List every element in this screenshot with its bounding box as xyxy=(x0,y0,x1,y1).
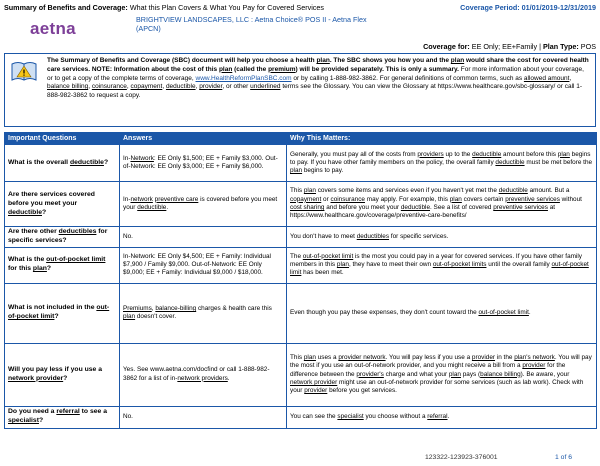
document-id: 123322-123923-376001 xyxy=(425,454,498,461)
question-cell: What is the out-of-pocket limit for this plan? xyxy=(5,247,120,283)
col-header-why: Why This Matters: xyxy=(287,133,597,145)
table-row xyxy=(5,247,597,283)
sbc-link[interactable]: www.HealthReformPlanSBC.com xyxy=(195,74,292,82)
why-cell: The out-of-pocket limit is the most you could pay in a year for covered services. If you have other family members in this plan, they have to meet their own out-of-pocket limits until the overall family out-of-pocket limit has been met. xyxy=(287,247,597,283)
table-row xyxy=(5,182,597,227)
why-cell: You can see the specialist you choose without a referral. xyxy=(287,406,597,428)
table-header-row xyxy=(5,133,597,145)
col-header-answers: Answers xyxy=(120,133,287,145)
answer-cell: No. xyxy=(120,227,287,248)
table-row xyxy=(5,145,597,182)
answer-cell: No. xyxy=(120,406,287,428)
question-cell: What is not included in the out-of-pocket limit? xyxy=(5,283,120,343)
glossary-term: allowed amount xyxy=(523,74,570,82)
table-row xyxy=(5,283,597,343)
answer-cell: Yes. See www.aetna.com/docfind or call 1-888-982-3862 for a list of in-network providers. xyxy=(120,343,287,406)
questions-table xyxy=(4,132,597,429)
why-cell: You don't have to meet deductibles for specific services. xyxy=(287,227,597,248)
question-cell: Will you pay less if you use a network provider? xyxy=(5,343,120,406)
table-row xyxy=(5,406,597,428)
coverage-for: Coverage for: EE Only; EE+Family | Plan Type: POS xyxy=(423,42,596,51)
coverage-period: Coverage Period: 01/01/2019-12/31/2019 xyxy=(460,3,596,12)
page-footer xyxy=(0,454,600,466)
answer-cell: Premiums, balance-billing charges & health care this plan doesn't cover. xyxy=(120,283,287,343)
question-cell: Do you need a referral to see a specialist? xyxy=(5,406,120,428)
document-title: Summary of Benefits and Coverage: What this Plan Covers & What You Pay for Covered Services xyxy=(4,3,324,12)
warning-book-icon xyxy=(11,60,37,82)
why-cell: Generally, you must pay all of the costs from providers up to the deductible amount before this plan begins to pay. If you have other family members on the policy, the overall family deductible must be met before the plan begins to pay. xyxy=(287,145,597,182)
title-row xyxy=(4,3,596,13)
col-header-questions: Important Questions xyxy=(5,133,120,145)
page-number: 1 of 6 xyxy=(555,454,573,461)
aetna-logo: aetna xyxy=(30,19,76,38)
answer-cell: In-Network: EE Only $1,500; EE + Family $3,000. Out-of-Network: EE Only $3,000; EE + Family $6,000. xyxy=(120,145,287,182)
plan-header xyxy=(4,14,596,50)
answer-cell: In-network preventive care is covered before you meet your deductible. xyxy=(120,182,287,227)
question-cell: Are there other deductibles for specific services? xyxy=(5,227,120,248)
sbc-notice-box xyxy=(4,53,596,127)
why-cell: Even though you pay these expenses, they don't count toward the out-of-pocket limit. xyxy=(287,283,597,343)
answer-cell: In-Network: EE Only $4,500; EE + Family: Individual $7,900 / Family $9,000. Out-of-Network: EE Only $9,000; EE + Family: Individual $9,000 / $18,000. xyxy=(120,247,287,283)
why-cell: This plan covers some items and services even if you haven't yet met the deductible amount. But a copayment or coinsurance may apply. For example, this plan covers certain preventive services without cost sharing and before you meet your deductible. See a list of covered preventive services at https://www.healthcare.gov/coverage/preventive-care-benefits/ xyxy=(287,182,597,227)
question-cell: What is the overall deductible? xyxy=(5,145,120,182)
why-cell: This plan uses a provider network. You will pay less if you use a provider in the plan's network. You will pay the most if you use an out-of-network provider, and you might receive a bill from a provider for the difference between the provider's charge and what your plan pays (balance billing). Be aware, your network provider might use an out-of-network provider for some services (such as lab work). Check with your provider before you get services. xyxy=(287,343,597,406)
notice-text: The Summary of Benefits and Coverage (SBC) document will help you choose a health plan. The SBC shows you how you and the plan would share the cost for covered health care services. NOTE: Information about the cost of this plan (called the premium) will be provided separately. This is only a summary. For more information about your coverage, or to get a copy of the complete terms of coverage, www.HealthReformPlanSBC.com or by calling 1-888-982-3862. For general definitions of common terms, such as allowed amount, balance billing, coinsurance, copayment, deductible, provider, or other underlined terms see the Glossary. You can view the Glossary at https://www.healthcare.gov/sbc-glossary/ or call 1-888-982-3862 to request a copy. xyxy=(47,57,589,100)
question-cell: Are there services covered before you meet your deductible? xyxy=(5,182,120,227)
table-row xyxy=(5,227,597,248)
table-row xyxy=(5,343,597,406)
plan-name: BRIGHTVIEW LANDSCAPES, LLC : Aetna Choice® POS II - Aetna Flex (APCN) xyxy=(136,15,367,33)
